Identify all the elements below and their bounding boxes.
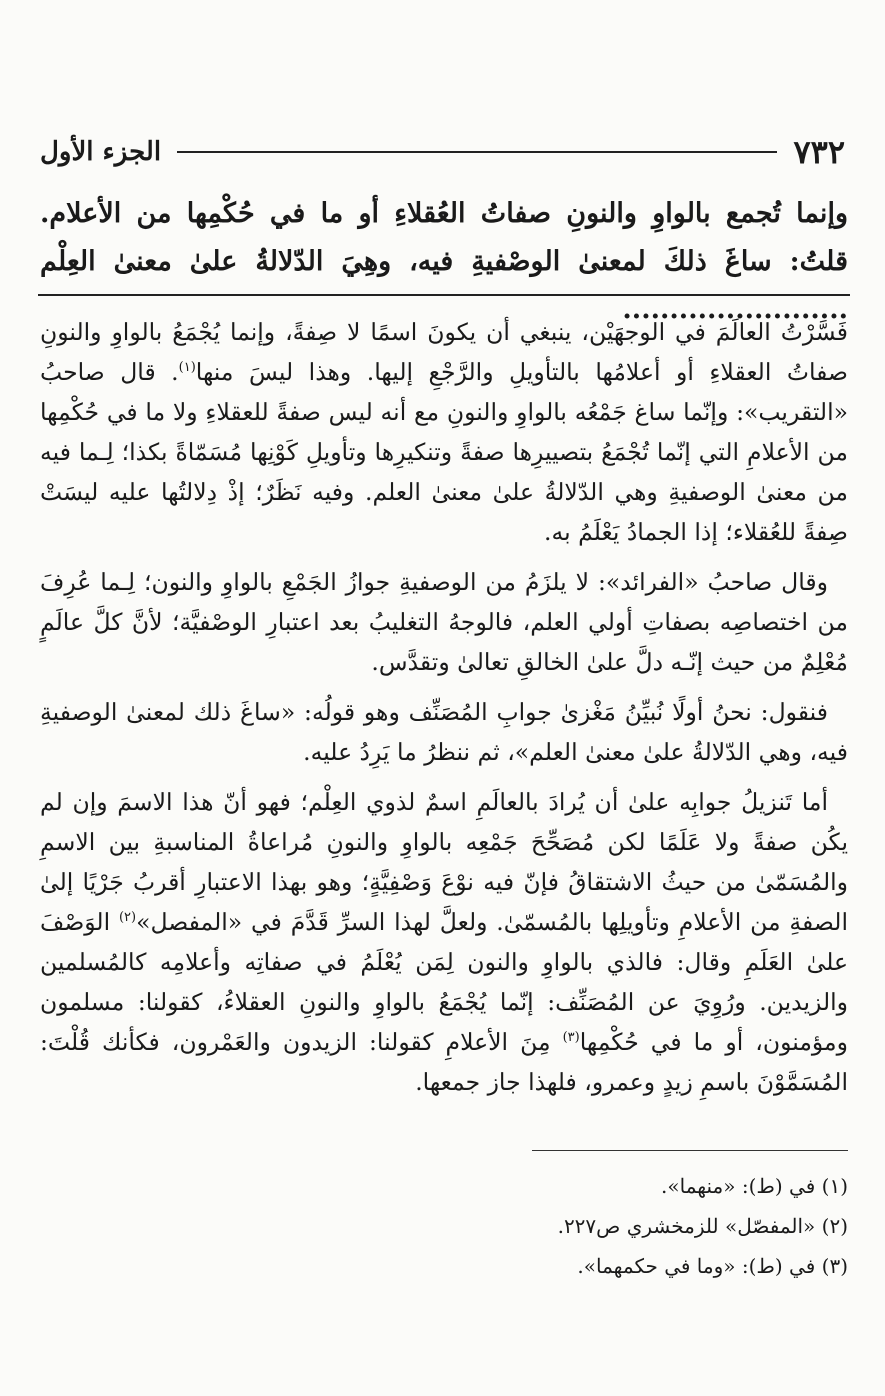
footnote-3: (٣) في (ط): «وما في حكمهما». [577, 1254, 848, 1278]
matn-text: وإنما تُجمع بالواوِ والنونِ صفاتُ العُقلاءِ أو ما في حُكْمِها من الأعلام. قلتُ: ساغَ ذلكَ لمعنىٰ الوصْفيةِ فيه، وهِيَ الدّلالةُ علىٰ معنىٰ العِلْم ........................ [40, 198, 848, 325]
commentary-paragraph-2: وقال صاحبُ «الفرائد»: لا يلزَمُ من الوصفيةِ جوازُ الجَمْعِ بالواوِ والنون؛ لِـما عُرِفَ من اختصاصِه بصفاتِ أولي العلم، فالوجهُ التغليبُ بعد اعتبارِ الوصْفيَّة؛ لأنَّ كلَّ عالَمٍ مُعْلِمٌ من حيث إنّـه دلَّ علىٰ الخالقِ تعالىٰ وتقدَّس. [40, 568, 848, 676]
footnote-1: (١) في (ط): «منهما». [661, 1174, 848, 1198]
commentary-paragraph-4 [40, 782, 848, 1102]
commentary-paragraph-1 [40, 312, 848, 552]
paragraph-text: أما تَنزيلُ جوابِه علىٰ أن يُرادَ بالعالَمِ اسمٌ لذوي العِلْم؛ فهو أنّ هذا الاسمَ وإن لم يكُن صفةً ولا عَلَمًا لكن مُصَحِّحَ جَمْعِه بالواوِ والنونِ مُراعاةُ المناسبةِ بين الاسمِ والمُسَمّىٰ من حيثُ الاشتقاقُ فإنّ فيه نوْعَ وَصْفِيَّةٍ؛ وهو بهذا الاعتبارِ أقربُ جَرْيًا إلىٰ الصفةِ من الأعلامِ وتأويلِها بالمُسمّىٰ. ولعلَّ لهذا السرِّ قَدَّمَ في «المفصل» [40, 788, 848, 936]
paragraph-text: مِنَ الأعلامِ كقولنا: الزيدون والعَمْرون، فكأنك قُلْتَ: المُسَمَّوْنَ باسمِ زيدٍ وعمرو، فلهذا جاز جمعها. [40, 1028, 848, 1096]
footnote-ref-1: (١) [178, 360, 196, 376]
footnote-2: (٢) «المفصّل» للزمخشري ص٢٢٧. [557, 1214, 848, 1238]
header-rule [177, 151, 777, 153]
footnote-divider [532, 1150, 848, 1151]
paragraph-text: الوَصْفَ علىٰ العَلَمِ وقال: فالذي بالواوِ والنون لِمَن يُعْلَمُ في صفاتِه وأعلامِه كالمُسلمين والزيدين. ورُوِيَ عن المُصَنِّف: إنّما يُجْمَعُ بالواوِ والنونِ العقلاءُ، كقولنا: مسلمون ومؤمنون، أو ما في حُكْمِها [40, 908, 848, 1056]
volume-title: الجزء الأول [40, 137, 162, 167]
footnote-ref-2: (٢) [118, 910, 137, 926]
footnotes [40, 1166, 848, 1286]
commentary-paragraph-3: فنقول: نحنُ أولًا نُبيِّنُ مَغْزىٰ جوابِ المُصَنِّف وهو قولُه: «ساغَ ذلك لمعنىٰ الوصفيةِ فيه، وهي الدّلالةُ علىٰ معنىٰ العلم»، ثم ننظرُ ما يَرِدُ عليه. [40, 698, 848, 766]
commentary [40, 312, 848, 1112]
footnote-ref-3: (٣) [562, 1030, 580, 1046]
matn-divider [38, 294, 850, 296]
paragraph-text: . قال صاحبُ «التقريب»: وإنّما ساغ جَمْعُه بالواوِ والنونِ مع أنه ليس صفةً للعقلاءِ ولا ما في حُكْمِها من الأعلامِ التي إنّما تُجْمَعُ بتصييرِها صفةً وتنكيرِها وتأويلِ كَوْنِها مُسَمّاةً بكذا؛ لِـما فيه من معنىٰ الوصفيةِ وهي الدّلالةُ علىٰ معنىٰ العلم. وفيه نَظَرٌ؛ إذْ دِلالتُها عليه ليسَتْ صِفةً للعُقلاء؛ إذا الجمادُ يَعْلَمُ به. [40, 358, 848, 546]
running-head [40, 128, 845, 176]
paragraph-text: فَسَّرْتُ العالَمَ في الوجهَيْن، ينبغي أن يكونَ اسمًا لا صِفةً، وإنما يُجْمَعُ بالواوِ والنونِ صفاتُ العقلاءِ أو أعلامُها بالتأويلِ والرَّجْعِ إليها. وهذا ليسَ منها [40, 318, 848, 386]
page-number: ٧٣٢ [793, 133, 845, 171]
